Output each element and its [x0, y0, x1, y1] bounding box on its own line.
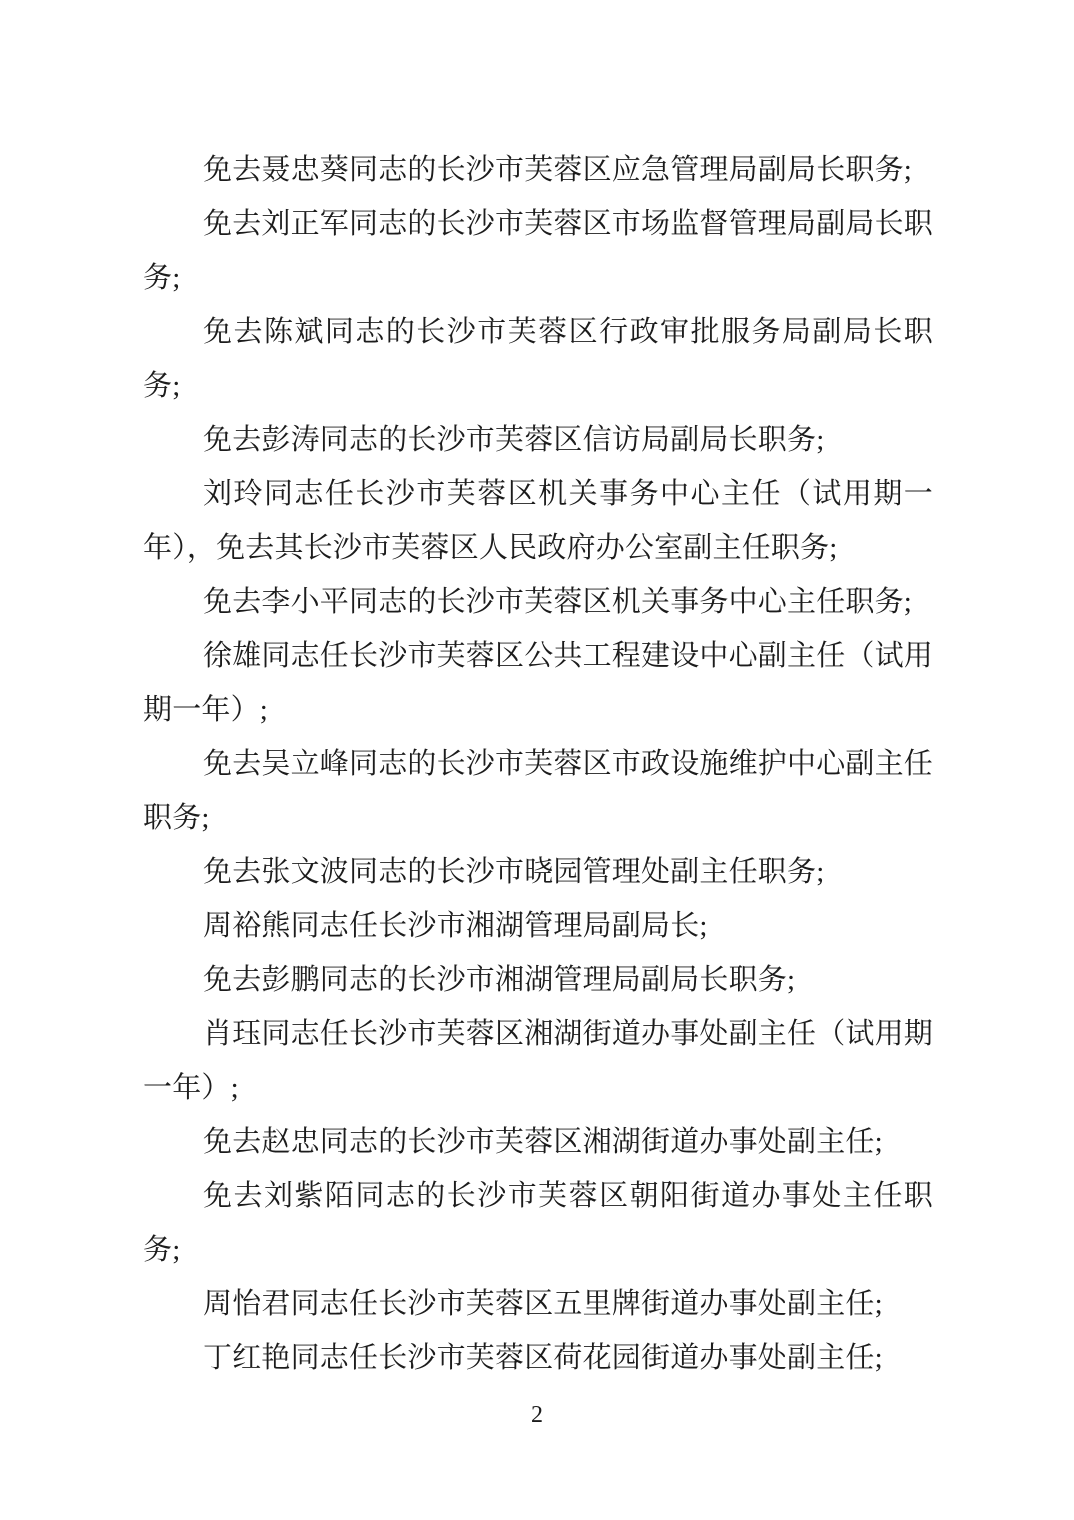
paragraph-8: 免去吴立峰同志的长沙市芙蓉区市政设施维护中心副主任职务;: [143, 748, 934, 834]
paragraph-5: 刘玲同志任长沙市芙蓉区机关事务中心主任（试用期一年），免去其长沙市芙蓉区人民政府办公室副主任职务;: [143, 478, 933, 564]
paragraph-13: 免去赵忠同志的长沙市芙蓉区湘湖街道办事处副主任;: [203, 1126, 883, 1158]
paragraph-12: 肖珏同志任长沙市芙蓉区湘湖街道办事处副主任（试用期一年）;: [143, 1018, 934, 1104]
page-number: 2: [531, 1402, 543, 1428]
paragraph-4: 免去彭涛同志的长沙市芙蓉区信访局副局长职务;: [203, 424, 825, 456]
paragraph-14: 免去刘紫陌同志的长沙市芙蓉区朝阳街道办事处主任职务;: [143, 1180, 933, 1266]
paragraph-1: 免去聂忠葵同志的长沙市芙蓉区应急管理局副局长职务;: [203, 154, 913, 186]
paragraph-7: 徐雄同志任长沙市芙蓉区公共工程建设中心副主任（试用期一年）;: [143, 640, 934, 726]
paragraph-3: 免去陈斌同志的长沙市芙蓉区行政审批服务局副局长职务;: [143, 316, 933, 402]
paragraph-9: 免去张文波同志的长沙市晓园管理处副主任职务;: [203, 856, 825, 888]
paragraph-11: 免去彭鹏同志的长沙市湘湖管理局副局长职务;: [203, 964, 796, 996]
paragraph-15: 周怡君同志任长沙市芙蓉区五里牌街道办事处副主任;: [203, 1288, 883, 1320]
paragraph-10: 周裕熊同志任长沙市湘湖管理局副局长;: [203, 910, 708, 942]
paragraph-16: 丁红艳同志任长沙市芙蓉区荷花园街道办事处副主任;: [203, 1342, 883, 1374]
document-body: [143, 143, 933, 1385]
paragraph-6: 免去李小平同志的长沙市芙蓉区机关事务中心主任职务;: [203, 586, 913, 618]
paragraph-2: 免去刘正军同志的长沙市芙蓉区市场监督管理局副局长职务;: [143, 208, 934, 294]
